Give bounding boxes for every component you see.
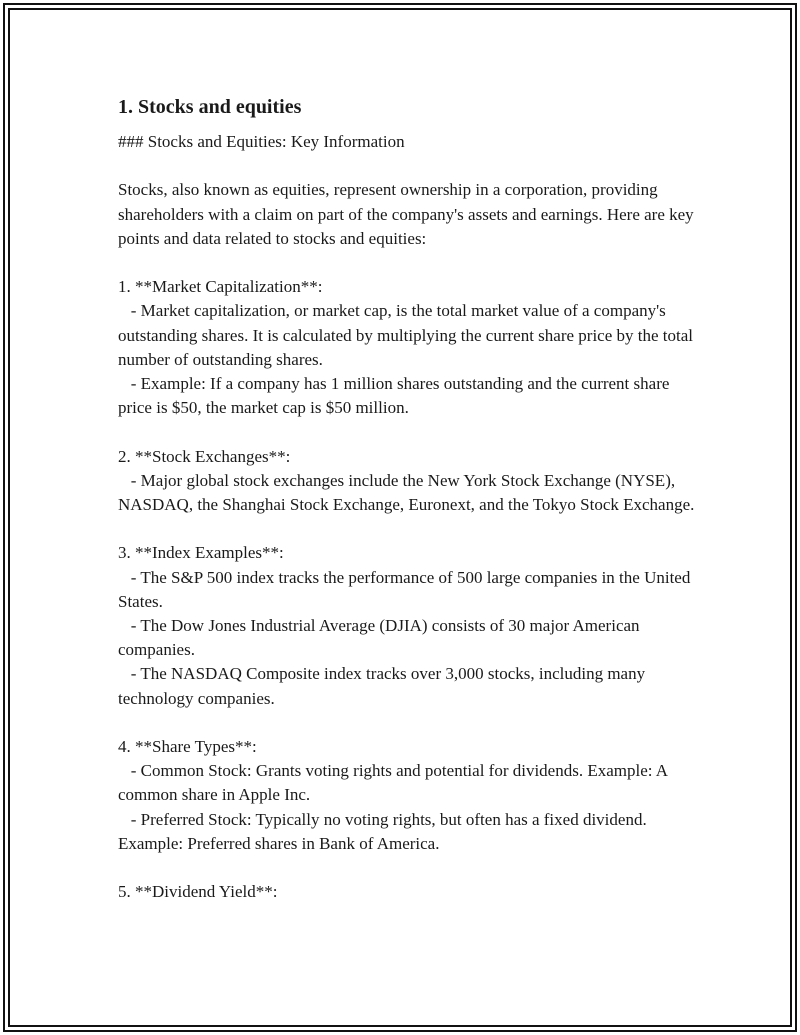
document-content — [118, 93, 698, 905]
document-body: ### Stocks and Equities: Key Information Stocks, also known as equities, represent ownership in a corporation, providing shareholders with a claim on part of the company's assets and earnings. Here are key points and data related to stocks and equities: 1. **Market Capitalization**: - Market capitalization, or market cap, is the total market value of a company's outstanding shares. It is calculated by multiplying the current share price by the total number of outstanding shares. - Example: If a company has 1 million shares outstanding and the current share price is $50, the market cap is $50 million. 2. **Stock Exchanges**: - Major global stock exchanges include the New York Stock Exchange (NYSE), NASDAQ, the Shanghai Stock Exchange, Euronext, and the Tokyo Stock Exchange. 3. **Index Examples**: - The S&P 500 index tracks the performance of 500 large companies in the United States. - The Dow Jones Industrial Average (DJIA) consists of 30 major American companies. - The NASDAQ Composite index tracks over 3,000 stocks, including many technology companies. 4. **Share Types**: - Common Stock: Grants voting rights and potential for dividends. Example: A common share in Apple Inc. - Preferred Stock: Typically no voting rights, but often has a fixed dividend. Example: Preferred shares in Bank of America. 5. **Dividend Yield**: — [118, 132, 695, 902]
page-title: 1. Stocks and equities — [118, 96, 302, 118]
